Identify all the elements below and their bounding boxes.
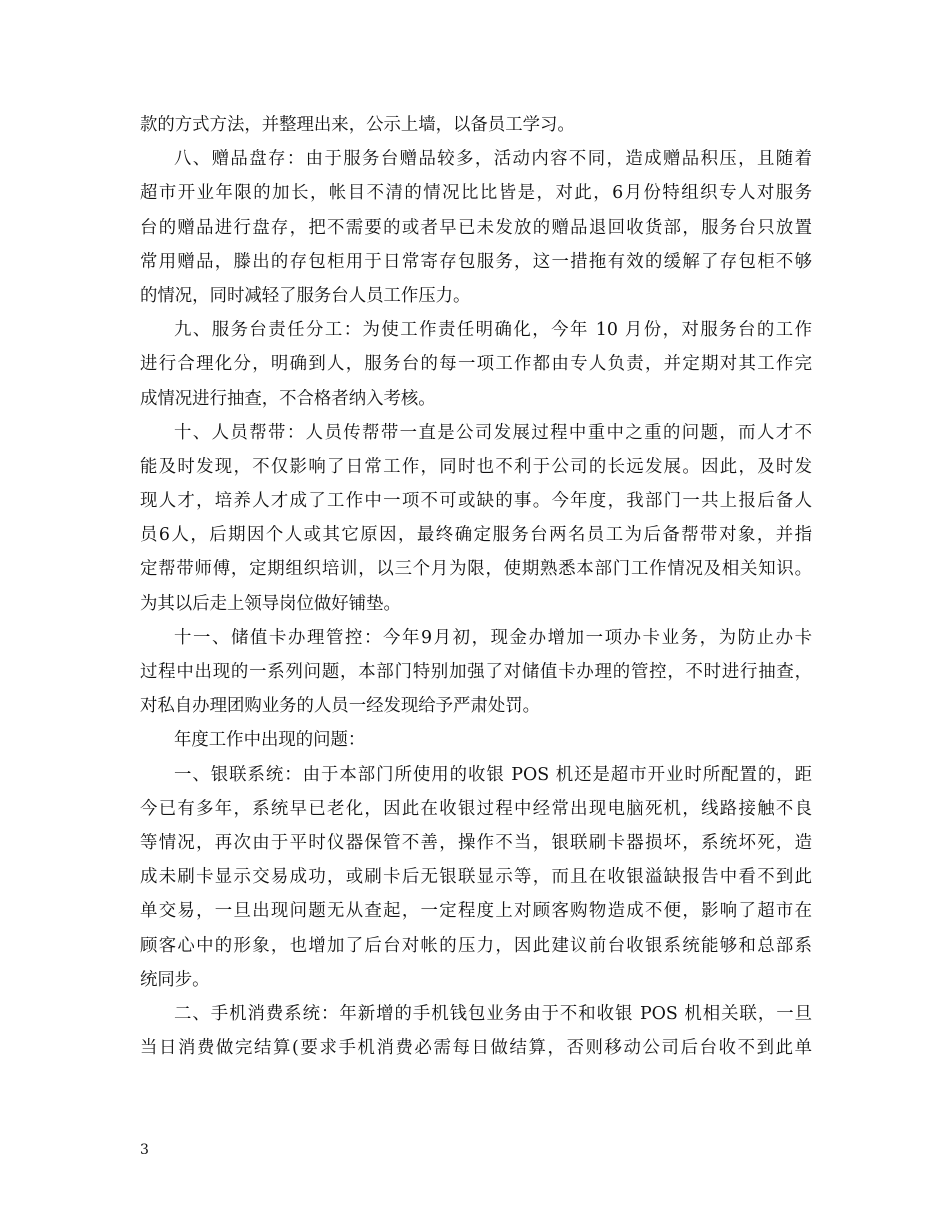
- body-text: [140, 108, 812, 1065]
- text-line: 二、手机消费系统：年新增的手机钱包业务由于不和收银 POS 机相关联，一旦: [174, 1003, 812, 1024]
- text-line: 过程中出现的一系列问题，本部门特别加强了对储值卡办理的管控，不时进行抽查，: [140, 662, 812, 682]
- text-line: 成情况进行抽查，不合格者纳入考核。: [140, 388, 436, 409]
- text-line: 统同步。: [140, 969, 210, 990]
- text-line: 现人才，培养人才成了工作中一项不可或缺的事。今年度，我部门一共上报后备人: [140, 491, 812, 512]
- text-line: 十、人员帮带：人员传帮带一直是公司发展过程中重中之重的问题，而人才不: [174, 422, 812, 443]
- text-line: 对私自办理团购业务的人员一经发现给予严肃处罚。: [140, 696, 540, 717]
- text-line: 能及时发现，不仅影响了日常工作，同时也不利于公司的长远发展。因此，及时发: [140, 456, 812, 477]
- text-line: 款的方式方法，并整理出来，公示上墙，以备员工学习。: [140, 115, 575, 135]
- text-line: 九、服务台责任分工：为使工作责任明确化，今年 10 月份，对服务台的工作: [174, 320, 812, 341]
- text-line: 常用赠品，滕出的存包柜用于日常寄存包服务，这一措拖有效的缓解了存包柜不够: [140, 251, 812, 272]
- text-line: 当日消费做完结算(要求手机消费必需每日做结算，否则移动公司后台收不到此单: [140, 1038, 812, 1059]
- text-line: 员6人，后期因个人或其它原因，最终确定服务台两名员工为后备帮带对象，并指: [140, 525, 812, 546]
- text-line: 年度工作中出现的问题：: [174, 730, 366, 751]
- text-line: 等情况，再次由于平时仪器保管不善，操作不当，银联刷卡器损坏，系统坏死，造: [140, 832, 812, 853]
- page-number: 3: [140, 1142, 149, 1158]
- text-line: 八、赠品盘存：由于服务台赠品较多，活动内容不同，造成赠品积压，且随着: [174, 149, 812, 170]
- text-line: 十一、储值卡办理管控：今年9月初，现金办增加一项办卡业务，为防止办卡: [174, 627, 812, 648]
- text-line: 台的赠品进行盘存，把不需要的或者早已未发放的赠品退回收货部，服务台只放置: [140, 217, 812, 238]
- text-line: 一、银联系统：由于本部门所使用的收银 POS 机还是超市开业时所配置的，距: [174, 764, 812, 785]
- text-line: 进行合理化分，明确到人，服务台的每一项工作都由专人负责，并定期对其工作完: [140, 354, 812, 375]
- text-line: 定帮带师傅，定期组织培训，以三个月为限，使期熟悉本部门工作情况及相关知识。: [140, 559, 812, 580]
- text-line: 为其以后走上领导岗位做好铺垫。: [140, 593, 401, 614]
- text-line: 顾客心中的形象，也增加了后台对帐的压力，因此建议前台收银系统能够和总部系: [140, 935, 812, 956]
- text-line: 的情况，同时减轻了服务台人员工作压力。: [140, 285, 471, 306]
- text-line: 成未刷卡显示交易成功，或刷卡后无银联显示等，而且在收银溢缺报告中看不到此: [140, 867, 812, 888]
- text-line: 今已有多年，系统早已老化，因此在收银过程中经常出现电脑死机，线路接触不良: [140, 798, 812, 819]
- text-line: 单交易，一旦出现问题无从查起，一定程度上对顾客购物造成不便，影响了超市在: [140, 901, 812, 922]
- text-line: 超市开业年限的加长，帐目不清的情况比比皆是，对此，6月份特组织专人对服务: [140, 183, 812, 204]
